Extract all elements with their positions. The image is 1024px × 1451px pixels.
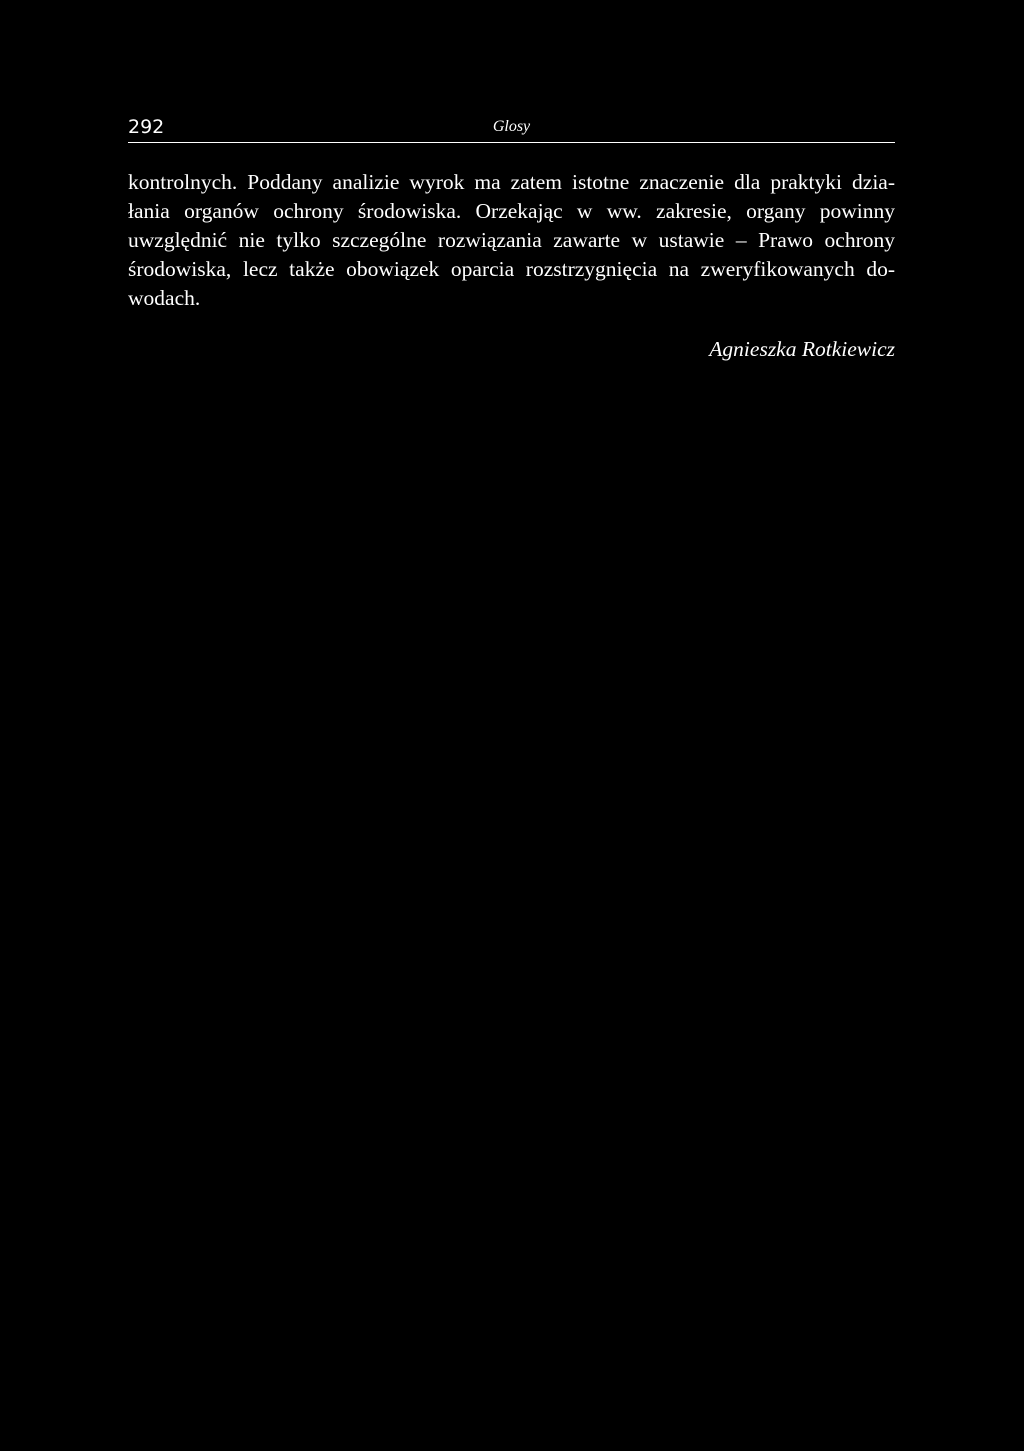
paragraph-line: wodach.	[128, 286, 201, 310]
running-header	[128, 112, 895, 143]
body-paragraph	[128, 168, 895, 313]
paragraph-line: kontrolnych. Poddany analizie wyrok ma zatem istotne znaczenie dla praktyki dzia-	[128, 170, 895, 194]
page-number: 292	[128, 116, 165, 138]
author-signature: Agnieszka Rotkiewicz	[709, 337, 895, 361]
paragraph-line: łania organów ochrony środowiska. Orzekając w ww. zakresie, organy powinny	[128, 199, 895, 223]
section-title: Glosy	[492, 118, 531, 135]
paragraph-line: środowiska, lecz także obowiązek oparcia rozstrzygnięcia na zweryfikowanych do-	[128, 257, 895, 281]
paragraph-line: uwzględnić nie tylko szczególne rozwiązania zawarte w ustawie – Prawo ochrony	[128, 228, 895, 252]
